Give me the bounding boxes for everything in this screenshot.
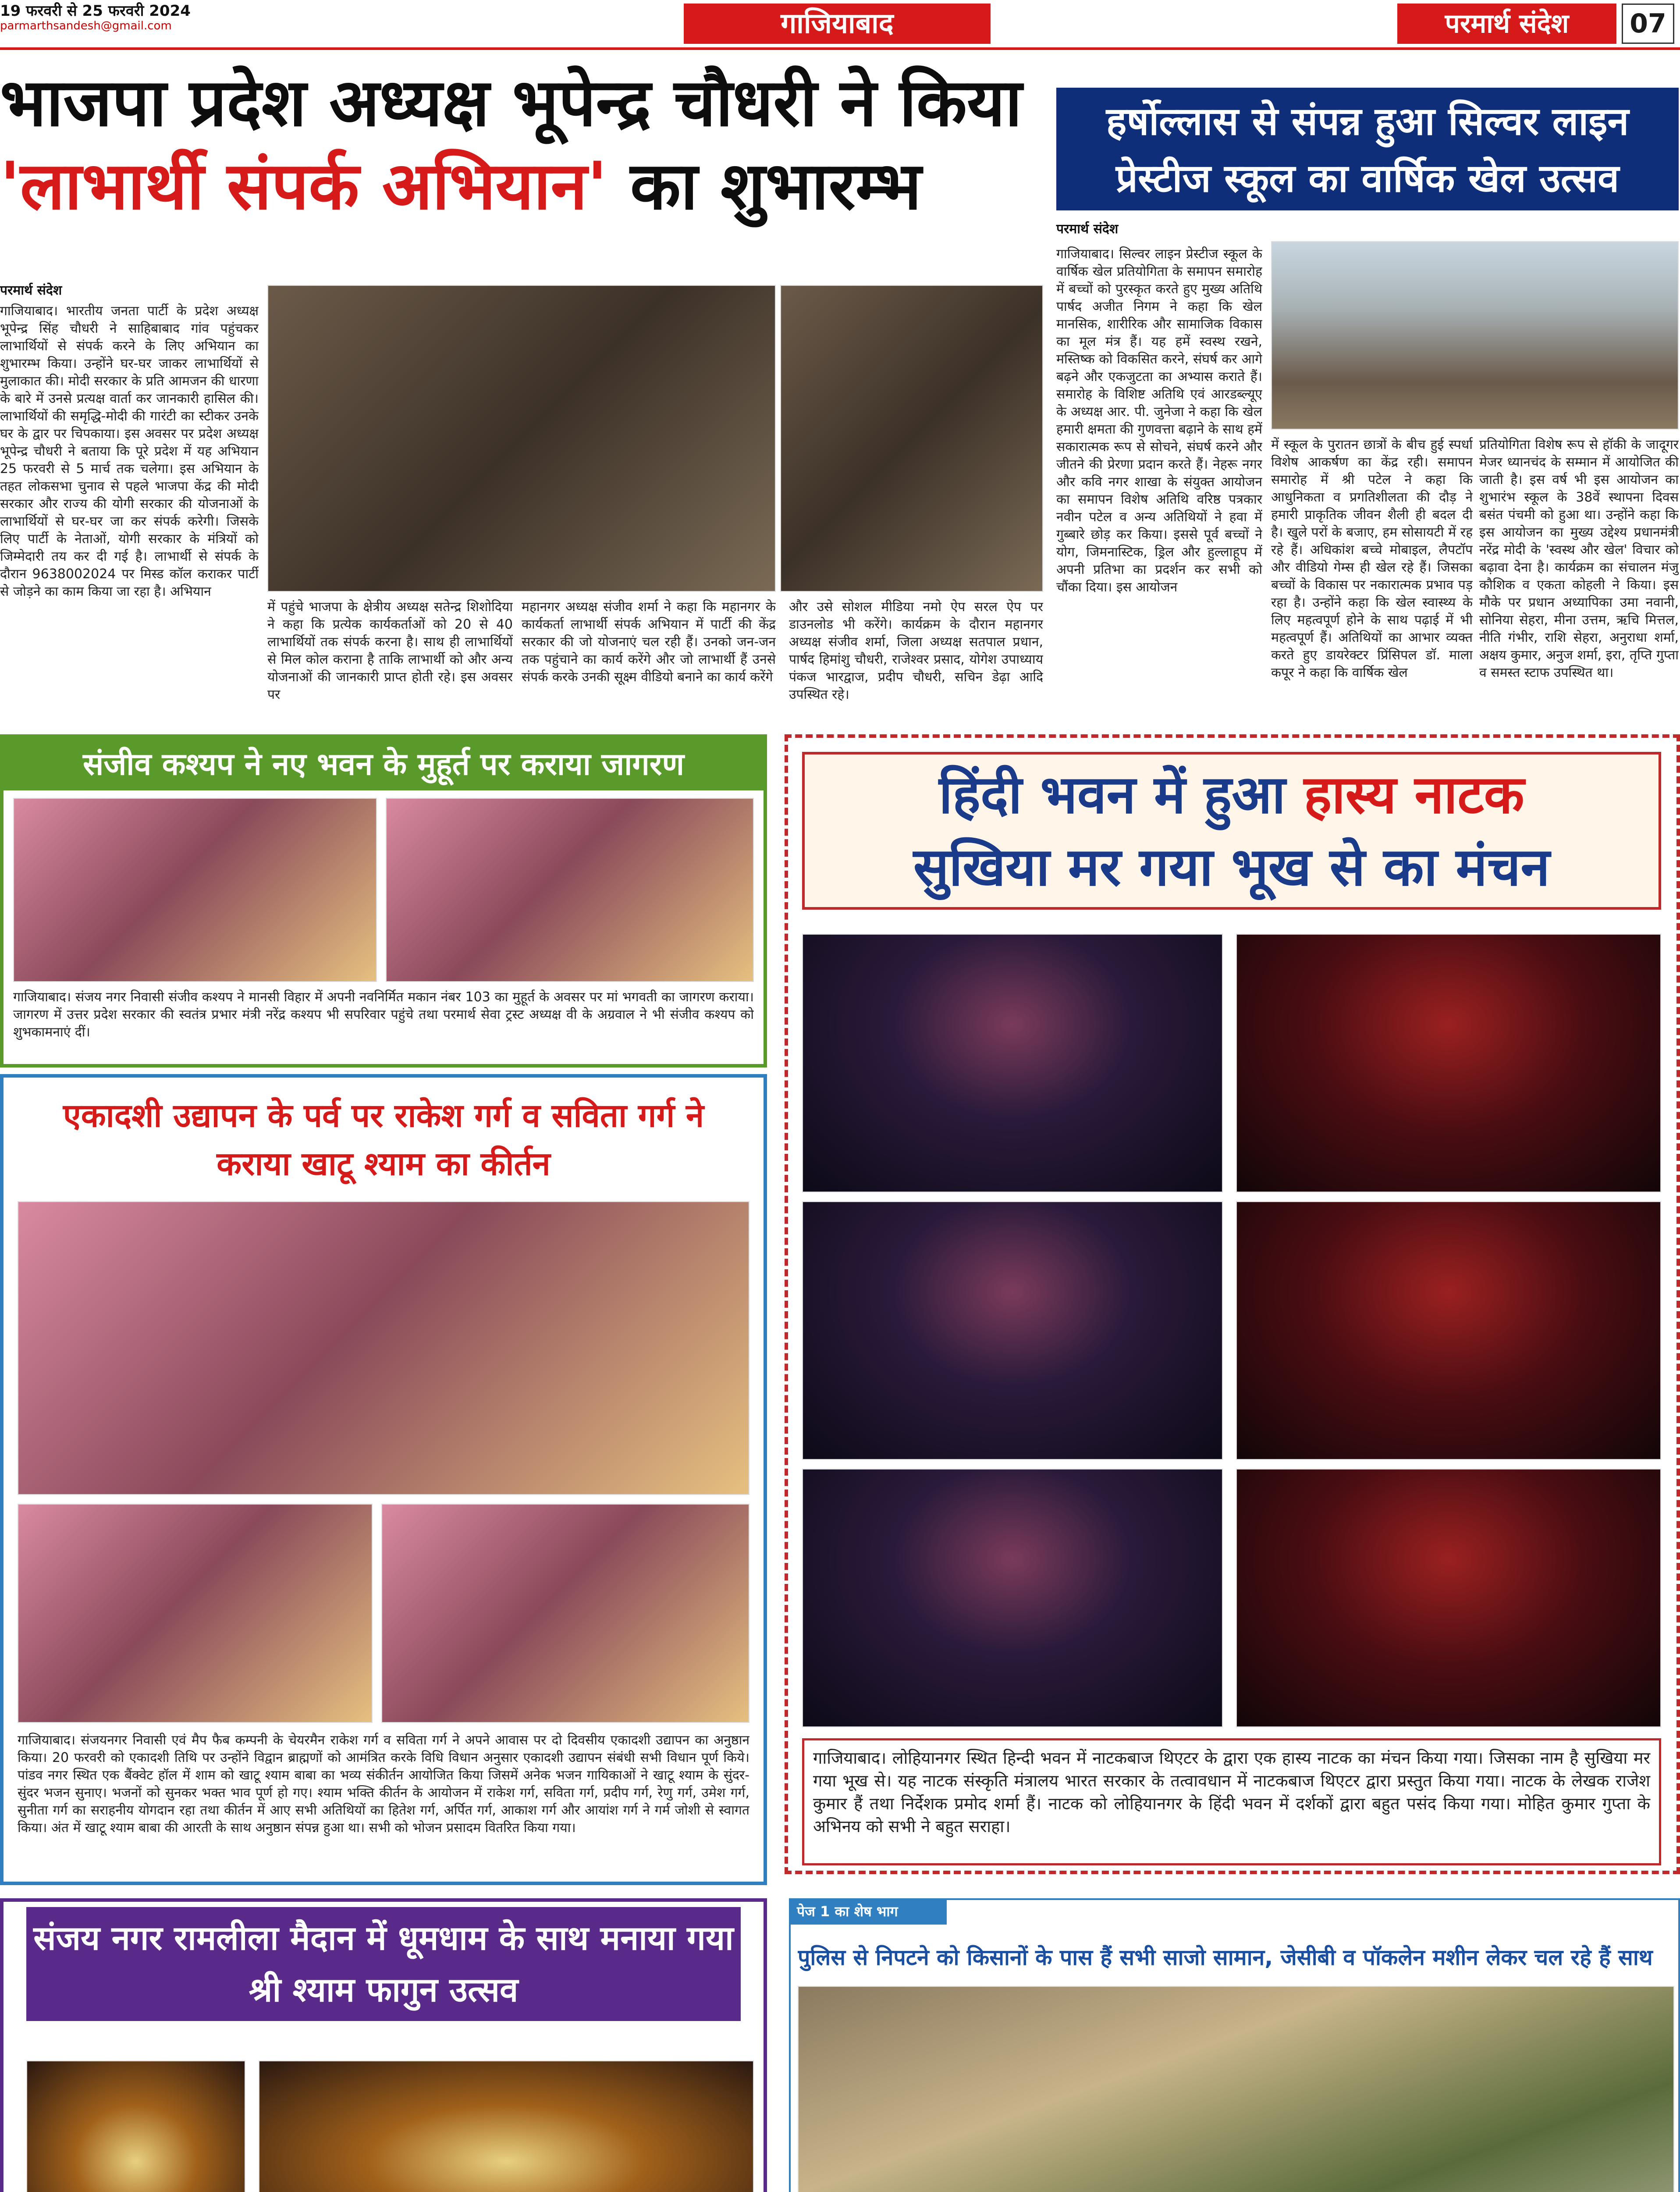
newspaper-logo: परमार्थ संदेश bbox=[1397, 4, 1616, 44]
natak-headline-highlight: हास्य नाटक bbox=[1304, 765, 1524, 826]
ekadashi-photo-main bbox=[18, 1201, 749, 1495]
fagun-headline: संजय नगर रामलीला मैदान में धूमधाम के साथ मनाया गया श्री श्याम फागुन उत्सव bbox=[26, 1907, 741, 2021]
natak-title-panel bbox=[802, 752, 1661, 910]
sanjeev-photo-1 bbox=[13, 798, 377, 982]
sanjeev-caption: गाजियाबाद। संजय नगर निवासी संजीव कश्यप ने मानसी विहार में अपनी नवनिर्मित मकान नंबर 103 का मुहूर्त के अवसर पर मां भगवती का जागरण कराया। जागरण में उत्तर प्रदेश सरकार की स्वतंत्र प्रभार मंत्री नरेंद्र कश्यप भी सपरिवार पहुंचे तथा परमार्थ सेवा ट्रस्ट अध्यक्ष वी के अग्रवाल ने भी संजीव कश्यप को शुभकामनाएं दीं। bbox=[13, 989, 754, 1040]
lead-column-1: गाजियाबाद। भारतीय जनता पार्टी के प्रदेश अध्यक्ष भूपेन्द्र सिंह चौधरी ने साहिबाबाद गांव पहुंचकर लाभार्थियों से संपर्क करने के लिए अभियान का शुभारम्भ किया। उन्होंने घर-घर जाकर लाभार्थियों से मुलाकात की। मोदी सरकार के प्रति आमजन की धारणा के बारे में उनसे प्रत्यक्ष वार्ता कर जानकारी हासिल की। लाभार्थियों की समृद्धि-मोदी की गारंटी का स्टीकर उनके घर के द्वार पर चिपकाया। इस अवसर पर प्रदेश अध्यक्ष भूपेन्द्र चौधरी ने बताया कि पूरे प्रदेश में यह अभियान 25 फरवरी से 5 मार्च तक चलेगा। इस अभियान के तहत लोकसभा चुनाव से पहले भाजपा केंद्र की मोदी सरकार और राज्य की योगी सरकार की योजनाओं के लाभार्थियों से घर-घर जा कर संपर्क करेगी। जिसके लिए पार्टी के नेताओं, योगी सरकार के मंत्रियों को जिम्मेदारी तय कर दी गई है। लाभार्थी से संपर्क के दौरान 9638002024 पर मिस्ड कॉल कराकर पार्टी से जोड़ने का काम किया जा रहा है। अभियान bbox=[0, 303, 259, 599]
silver-column-1: गाजियाबाद। सिल्वर लाइन प्रेस्टीज स्कूल के वार्षिक खेल प्रतियोगिता के समापन समारोह में बच्चों को पुरस्कृत करते हुए मुख्य अतिथि पार्षद अजीत निगम ने कहा कि खेल मानसिक, शारीरिक और सामाजिक विकास का मूल मंत्र हैं। यह हमें स्वस्थ रखने, मस्तिष्क को विकसित करने, संघर्ष कर आगे बढ़ने और एकजुटता का अभ्यास कराते हैं। समारोह के विशिष्ट अतिथि एवं आरडब्ल्यूए के अध्यक्ष आर. पी. जुनेजा ने कहा कि खेल हमारी क्षमता की गुणवत्ता बढ़ाने के साथ हमें सकारात्मक रूप से सोचने, संघर्ष करने और जीतने की प्रेरणा प्रदान करते हैं। नेहरू नगर और कवि नगर शाखा के संयुक्त आयोजन का समापन विशेष अतिथि वरिष्ठ पत्रकार नवीन पटेल व अन्य अतिथियों ने हवा में गुब्बारे छोड़ कर किया। इससे पूर्व बच्चों ने योग, जिमनास्टिक, ड्रिल और हुल्लाहूप में अपनी प्रतिभा का प्रदर्शन कर सभी को चौंका दिया। इस आयोजन bbox=[1056, 246, 1262, 595]
natak-headline-part1: हिंदी भवन में हुआ bbox=[939, 765, 1304, 826]
lead-headline-highlight: 'लाभार्थी संपर्क अभियान' bbox=[0, 148, 607, 224]
kisan-photo-protest bbox=[798, 1986, 1674, 2192]
natak-headline-line1 bbox=[805, 754, 1659, 831]
lead-headline-line2 bbox=[0, 145, 1043, 228]
issue-date: 19 फरवरी से 25 फरवरी 2024 bbox=[0, 2, 191, 20]
kisan-continued-tag: पेज 1 का शेष भाग bbox=[789, 1898, 947, 1925]
lead-column-2: में पहुंचे भाजपा के क्षेत्रीय अध्यक्ष सतेन्द्र शिशोदिया ने कहा कि प्रत्येक कार्यकर्ताओं को 20 से 40 लाभार्थियों तक संपर्क करना है। साथ ही लाभार्थियों से मिल कोल कराना है ताकि लाभार्थी को और अन्य योजनाओं की जानकारी प्राप्त होती रहे। इस अवसर पर bbox=[267, 599, 513, 702]
lead-photo-sticker bbox=[780, 285, 1043, 592]
natak-photo-6 bbox=[1236, 1469, 1661, 1727]
natak-photo-1 bbox=[802, 934, 1223, 1192]
page-number: 07 bbox=[1622, 4, 1674, 44]
kisan-headline: पुलिस से निपटने को किसानों के पास हैं सभी साजो सामान, जेसीबी व पॉकलेन मशीन लेकर चल रहे हैं साथ bbox=[798, 1945, 1653, 1970]
fagun-photo-darbar bbox=[259, 2060, 754, 2192]
sanjeev-photo-2 bbox=[386, 798, 754, 982]
silver-column-3: प्रतियोगिता विशेष रूप से हॉकी के जादूगर मेजर ध्यानचंद के सम्मान में आयोजित की जाती है। इस वर्ष भी इस आयोजन का शुभारंभ स्कूल के 38वें स्थापना दिवस बसंत पंचमी को हुआ था। उन्होंने कहा कि इस आयोजन का मुख्य उद्देश्य प्रधानमंत्री नरेंद्र मोदी के 'स्वस्थ और खेल' विचार को बढ़ावा देना है। कार्यक्रम का संचालन मंजु कौशिक व एकता कोहली ने किया। इस मौके पर प्रधान अध्यापिका उमा नवानी, सोनिया सेहरा, मीना उत्तम, ऋचि मित्तल, नीति गंभीर, राशि सेहरा, अनुराधा शर्मा, अक्षय कुमार, अनुज शर्मा, इरा, तृप्ति गुप्ता व समस्त स्टाफ उपस्थित था। bbox=[1479, 437, 1679, 680]
lead-column-4: और उसे सोशल मीडिया नमो ऐप सरल ऐप पर डाउनलोड भी करेंगे। कार्यक्रम के दौरान महानगर अध्यक्ष संजीव शर्मा, जिला अध्यक्ष सतपाल प्रधान, पार्षद हिमांशु चौधरी, राजेश्वर प्रसाद, योगेश उपाध्याय पंकज भारद्वाज, प्रदीप चौधरी, सचिन डेढ़ा आदि उपस्थित रहे। bbox=[789, 599, 1043, 702]
masthead-rule bbox=[0, 47, 1680, 50]
ekadashi-photo-2 bbox=[18, 1504, 373, 1723]
silver-photo-sports bbox=[1271, 241, 1679, 430]
silver-headline: हर्षोल्लास से संपन्न हुआ सिल्वर लाइन प्रेस्टीज स्कूल का वार्षिक खेल उत्सव bbox=[1056, 88, 1679, 210]
section-city: गाजियाबाद bbox=[684, 4, 991, 44]
lead-column-3: महानगर अध्यक्ष संजीव शर्मा ने कहा कि महानगर के कार्यकर्ता लाभार्थी संपर्क अभियान में पार्टी की केंद्र सरकार की जो योजनाएं चल रही हैं। उनको जन-जन तक पहुंचाने का कार्य करेंगे और जो लाभार्थी हैं उनसे संपर्क करके उनकी सूक्ष्म वीडियो बनाने का कार्य करेंगे bbox=[522, 599, 776, 685]
natak-caption: गाजियाबाद। लोहियानगर स्थित हिन्दी भवन में नाटकबाज थिएटर के द्वारा एक हास्य नाटक का मंचन किया गया। जिसका नाम है सुखिया मर गया भूख से। यह नाटक संस्कृति मंत्रालय भारत सरकार के तत्वावधान में नाटकबाज थिएटर द्वारा प्रस्तुत किया गया। नाटक के लेखक राजेश कुमार हैं तथा निर्देशक प्रमोद शर्मा हैं। नाटक को लोहियानगर के हिंदी भवन में दर्शकों द्वारा बहुत पसंद किया गया। मोहित कुमार गुप्ता के अभिनय को सभी ने बहुत सराहा। bbox=[813, 1748, 1650, 1836]
lead-photo-meeting bbox=[267, 285, 776, 592]
natak-caption-panel bbox=[802, 1738, 1661, 1865]
silver-column-2: में स्कूल के पुरातन छात्रों के बीच हुई स्पर्धा विशेष आकर्षण का केंद्र रही। समापन समारोह में श्री पटेल ने कहा कि आधुनिकता व प्रगतिशीलता की दौड़ ने हमारी प्राकृतिक जीवन शैली ही बदल दी है। खुले परों के बजाए, हम सोसायटी में रह रहे हैं। अधिकांश बच्चे मोबाइल, लैपटॉप और वीडियो गेम्स ही खेल रहे हैं। जिसका बच्चों के विकास पर नकारात्मक प्रभाव पड़ रहा है। उन्होंने कहा कि खेल स्वास्थ्य के लिए महत्वपूर्ण होने के साथ पढ़ाई में भी महत्वपूर्ण हैं। अतिथियों का आभार व्यक्त करते हुए डायरेक्टर प्रिंसिपल डॉ. माला कपूर ने कहा कि वार्षिक खेल bbox=[1271, 437, 1473, 680]
lead-byline: परमार्थ संदेश bbox=[0, 283, 62, 298]
sanjeev-headline: संजीव कश्यप ने नए भवन के मुहूर्त पर कराया जागरण bbox=[4, 738, 764, 790]
natak-photo-5 bbox=[802, 1469, 1223, 1727]
natak-headline-line2: सुखिया मर गया भूख से का मंचन bbox=[913, 837, 1550, 898]
contact-email[interactable]: parmarthsandesh@gmail.com bbox=[0, 19, 172, 32]
ekadashi-headline: एकादशी उद्यापन के पर्व पर राकेश गर्ग व सविता गर्ग ने कराया खाटू श्याम का कीर्तन bbox=[63, 1097, 704, 1183]
natak-photo-3 bbox=[802, 1201, 1223, 1460]
lead-headline-line1: भाजपा प्रदेश अध्यक्ष भूपेन्द्र चौधरी ने किया bbox=[0, 65, 1022, 141]
lead-headline-rest: का शुभारम्भ bbox=[607, 148, 922, 224]
ekadashi-photo-3 bbox=[381, 1504, 749, 1723]
natak-photo-4 bbox=[1236, 1201, 1661, 1460]
ekadashi-caption: गाजियाबाद। संजयनगर निवासी एवं मैप फैब कम्पनी के चेयरमैन राकेश गर्ग व सविता गर्ग ने अपने आवास पर दो दिवसीय एकादशी उद्यापन का अनुष्ठान किया। 20 फरवरी को एकादशी तिथि पर उन्होंने विद्वान ब्राह्मणों को आमंत्रित करके विधि विधान अनुसार एकादशी उद्यापन संबंधी सभी विधान पूर्ण किये। पांडव नगर स्थित एक बैंक्वेट हॉल में शाम को खाटू श्याम बाबा का भव्य संकीर्तन आयोजित किया जिसमें अनेक भजन गायिकाओं ने खाटू श्याम के सुंदर-सुंदर भजन सुनाए। भजनों को सुनकर भक्त भाव पूर्ण हो गए। श्याम भक्ति कीर्तन के आयोजन में राकेश गर्ग, सविता गर्ग, प्रदीप गर्ग, रेणु गर्ग, उमेश गर्ग, सुनीता गर्ग का सराहनीय योगदान रहा तथा कीर्तन में आए सभी अतिथियों का हितेश गर्ग, अर्पित गर्ग, आकाश गर्ग और आयांश गर्ग ने गर्म जोशी से स्वागत किया। अंत में खाटू श्याम बाबा की आरती के साथ अनुष्ठान संपन्न हुआ था। सभी को भोजन प्रसादम वितरित किया गया। bbox=[18, 1733, 749, 1836]
natak-photo-2 bbox=[1236, 934, 1661, 1192]
fagun-photo-shyam bbox=[26, 2060, 245, 2192]
silver-byline: परमार्थ संदेश bbox=[1056, 221, 1119, 237]
